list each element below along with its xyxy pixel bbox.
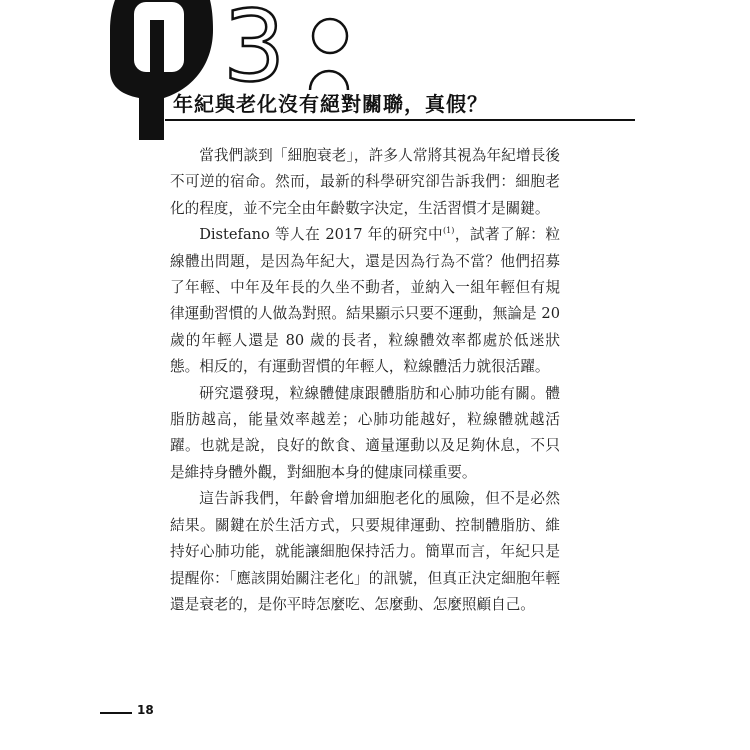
paragraph-2-start: Distefano 等人在 2017 年的研究中 — [199, 226, 444, 244]
title-bar — [165, 86, 635, 122]
decorative-circle-top — [313, 19, 347, 53]
title-underline — [165, 119, 635, 121]
paragraph-3: 研究還發現，粒線體健康跟體脂肪和心肺功能有關。體脂肪越高，能量效率越差；心肺功能越好，粒線體就越活躍。也就是說，良好的飲食、適量運動以及足夠休息，不只是維持身體外觀，對細胞本身的健康同樣重要。 — [170, 384, 560, 481]
footer-rule — [100, 712, 132, 714]
page-title: 年紀與老化沒有絕對關聯，真假？ — [173, 92, 488, 116]
citation-marker: (1) — [443, 226, 455, 236]
page-number: 18 — [137, 703, 154, 717]
paragraph-1: 當我們談到「細胞衰老」，許多人常將其視為年紀增長後不可逆的宿命。然而，最新的科學研究卻告訴我們：細胞老化的程度，並不完全由年齡數字決定，生活習慣才是關鍵。 — [170, 147, 560, 217]
article-body — [170, 143, 560, 618]
paragraph-2 — [170, 222, 560, 380]
paragraph-2-rest: ，試著了解：粒線體出問題，是因為年紀大，還是因為行為不當？他們招募了年輕、中年及年長的久坐不動者，並納入一組年輕但有規律運動習慣的人做為對照。結果顯示只要不運動，無論是 20 歲的年輕人還是 80 歲的長者，粒線體效率都處於低迷狀態。相反的，有運動習慣的年輕人，粒線體活力就很活躍。 — [170, 226, 560, 376]
paragraph-4: 這告訴我們，年齡會增加細胞老化的風險，但不是必然結果。關鍵在於生活方式，只要規律運動、控制體脂肪、維持好心肺功能，就能讓細胞保持活力。簡單而言，年紀只是提醒你：「應該開始關注老化」的訊號，但真正決定細胞年輕還是衰老的，是你平時怎麼吃、怎麼動、怎麼照顧自己。 — [170, 490, 560, 613]
chapter-number: 3 — [223, 0, 286, 104]
